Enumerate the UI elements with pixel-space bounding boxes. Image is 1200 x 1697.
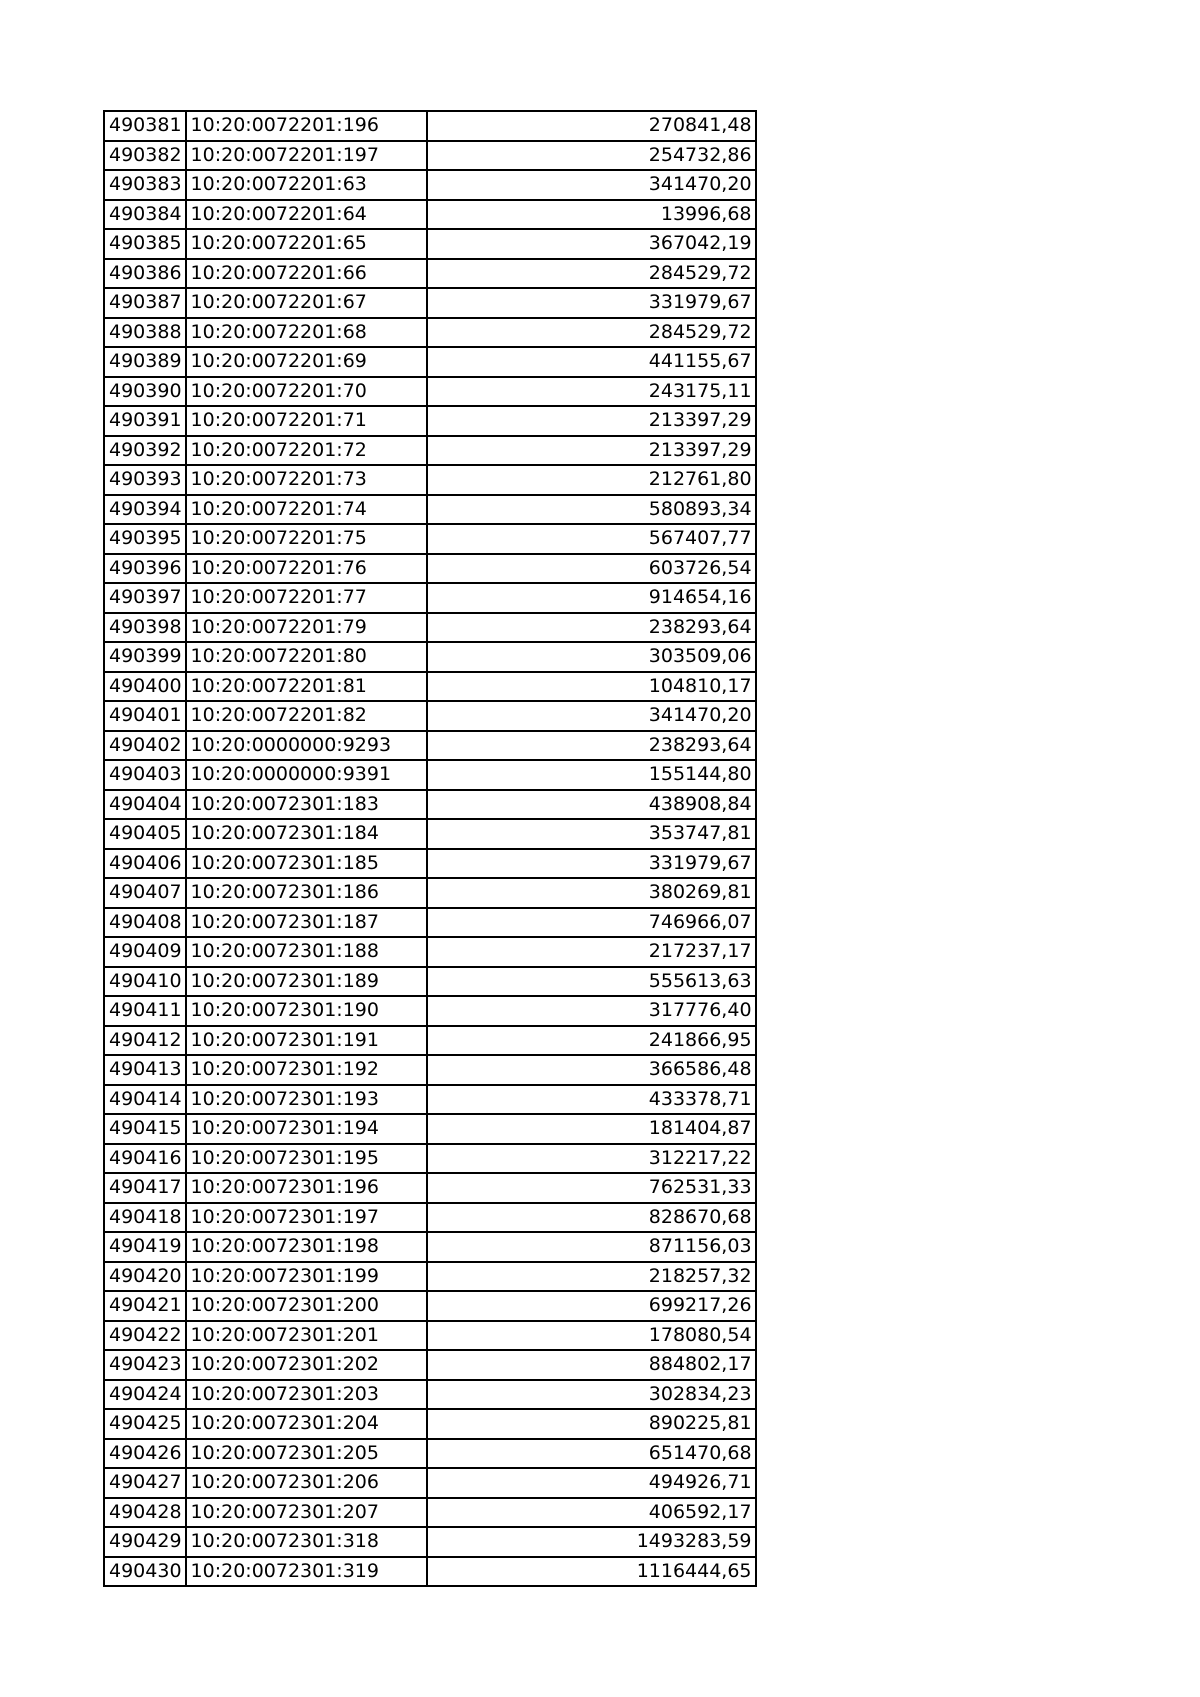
value-cell: 603726,54 xyxy=(427,554,756,584)
table-row xyxy=(104,1350,756,1380)
row-number-cell: 490416 xyxy=(104,1144,186,1174)
row-number-cell: 490412 xyxy=(104,1026,186,1056)
cadastral-number-cell: 10:20:0072201:77 xyxy=(186,583,427,613)
table-row xyxy=(104,1144,756,1174)
cadastral-number-cell: 10:20:0072301:183 xyxy=(186,790,427,820)
cadastral-number-cell: 10:20:0072301:192 xyxy=(186,1055,427,1085)
row-number-cell: 490428 xyxy=(104,1498,186,1528)
value-cell: 155144,80 xyxy=(427,760,756,790)
value-cell: 914654,16 xyxy=(427,583,756,613)
row-number-cell: 490403 xyxy=(104,760,186,790)
value-cell: 890225,81 xyxy=(427,1409,756,1439)
value-cell: 433378,71 xyxy=(427,1085,756,1115)
table-row xyxy=(104,1085,756,1115)
value-cell: 270841,48 xyxy=(427,111,756,141)
value-cell: 699217,26 xyxy=(427,1291,756,1321)
cadastral-number-cell: 10:20:0072301:188 xyxy=(186,937,427,967)
table-row xyxy=(104,731,756,761)
row-number-cell: 490404 xyxy=(104,790,186,820)
table-row xyxy=(104,465,756,495)
cadastral-number-cell: 10:20:0072201:81 xyxy=(186,672,427,702)
cadastral-number-cell: 10:20:0072201:69 xyxy=(186,347,427,377)
cadastral-number-cell: 10:20:0072301:318 xyxy=(186,1527,427,1557)
cadastral-number-cell: 10:20:0072301:195 xyxy=(186,1144,427,1174)
cadastral-number-cell: 10:20:0072201:196 xyxy=(186,111,427,141)
cadastral-number-cell: 10:20:0072301:207 xyxy=(186,1498,427,1528)
row-number-cell: 490389 xyxy=(104,347,186,377)
cadastral-number-cell: 10:20:0072201:66 xyxy=(186,259,427,289)
value-cell: 762531,33 xyxy=(427,1173,756,1203)
table-row xyxy=(104,1527,756,1557)
row-number-cell: 490423 xyxy=(104,1350,186,1380)
row-number-cell: 490387 xyxy=(104,288,186,318)
cadastral-number-cell: 10:20:0072201:70 xyxy=(186,377,427,407)
table-row xyxy=(104,524,756,554)
row-number-cell: 490382 xyxy=(104,141,186,171)
row-number-cell: 490418 xyxy=(104,1203,186,1233)
value-cell: 217237,17 xyxy=(427,937,756,967)
value-cell: 178080,54 xyxy=(427,1321,756,1351)
row-number-cell: 490413 xyxy=(104,1055,186,1085)
value-cell: 213397,29 xyxy=(427,406,756,436)
cadastral-number-cell: 10:20:0072201:67 xyxy=(186,288,427,318)
table-row xyxy=(104,436,756,466)
table-row xyxy=(104,1114,756,1144)
value-cell: 212761,80 xyxy=(427,465,756,495)
cadastral-number-cell: 10:20:0072301:199 xyxy=(186,1262,427,1292)
cadastral-number-cell: 10:20:0072301:203 xyxy=(186,1380,427,1410)
value-cell: 580893,34 xyxy=(427,495,756,525)
cadastral-number-cell: 10:20:0072201:71 xyxy=(186,406,427,436)
cadastral-number-cell: 10:20:0072301:184 xyxy=(186,819,427,849)
table-row xyxy=(104,613,756,643)
value-cell: 746966,07 xyxy=(427,908,756,938)
table-row xyxy=(104,406,756,436)
cadastral-number-cell: 10:20:0000000:9293 xyxy=(186,731,427,761)
cadastral-number-cell: 10:20:0072301:189 xyxy=(186,967,427,997)
value-cell: 241866,95 xyxy=(427,1026,756,1056)
row-number-cell: 490400 xyxy=(104,672,186,702)
value-cell: 302834,23 xyxy=(427,1380,756,1410)
row-number-cell: 490399 xyxy=(104,642,186,672)
row-number-cell: 490429 xyxy=(104,1527,186,1557)
cadastral-number-cell: 10:20:0072201:68 xyxy=(186,318,427,348)
row-number-cell: 490421 xyxy=(104,1291,186,1321)
table-row xyxy=(104,583,756,613)
data-table xyxy=(103,110,757,1587)
cadastral-number-cell: 10:20:0072201:73 xyxy=(186,465,427,495)
cadastral-number-cell: 10:20:0072301:201 xyxy=(186,1321,427,1351)
value-cell: 353747,81 xyxy=(427,819,756,849)
value-cell: 555613,63 xyxy=(427,967,756,997)
cadastral-number-cell: 10:20:0072201:197 xyxy=(186,141,427,171)
table-row xyxy=(104,1232,756,1262)
table-row xyxy=(104,1380,756,1410)
row-number-cell: 490419 xyxy=(104,1232,186,1262)
table-row xyxy=(104,1173,756,1203)
table-row xyxy=(104,347,756,377)
value-cell: 871156,03 xyxy=(427,1232,756,1262)
cadastral-number-cell: 10:20:0072301:185 xyxy=(186,849,427,879)
table-row xyxy=(104,1262,756,1292)
cadastral-number-cell: 10:20:0072301:202 xyxy=(186,1350,427,1380)
row-number-cell: 490385 xyxy=(104,229,186,259)
table-row xyxy=(104,878,756,908)
row-number-cell: 490392 xyxy=(104,436,186,466)
table-row xyxy=(104,200,756,230)
row-number-cell: 490401 xyxy=(104,701,186,731)
cadastral-number-cell: 10:20:0072201:63 xyxy=(186,170,427,200)
row-number-cell: 490409 xyxy=(104,937,186,967)
cadastral-number-cell: 10:20:0072301:191 xyxy=(186,1026,427,1056)
cadastral-number-cell: 10:20:0072201:72 xyxy=(186,436,427,466)
table-row xyxy=(104,937,756,967)
value-cell: 441155,67 xyxy=(427,347,756,377)
value-cell: 567407,77 xyxy=(427,524,756,554)
table-row xyxy=(104,554,756,584)
row-number-cell: 490414 xyxy=(104,1085,186,1115)
table-row xyxy=(104,170,756,200)
cadastral-number-cell: 10:20:0072201:82 xyxy=(186,701,427,731)
value-cell: 366586,48 xyxy=(427,1055,756,1085)
value-cell: 331979,67 xyxy=(427,288,756,318)
row-number-cell: 490406 xyxy=(104,849,186,879)
value-cell: 406592,17 xyxy=(427,1498,756,1528)
value-cell: 317776,40 xyxy=(427,996,756,1026)
table-row xyxy=(104,967,756,997)
value-cell: 438908,84 xyxy=(427,790,756,820)
value-cell: 104810,17 xyxy=(427,672,756,702)
value-cell: 254732,86 xyxy=(427,141,756,171)
row-number-cell: 490398 xyxy=(104,613,186,643)
cadastral-number-cell: 10:20:0072201:79 xyxy=(186,613,427,643)
cadastral-number-cell: 10:20:0072201:64 xyxy=(186,200,427,230)
row-number-cell: 490391 xyxy=(104,406,186,436)
table-row xyxy=(104,849,756,879)
value-cell: 884802,17 xyxy=(427,1350,756,1380)
table-row xyxy=(104,790,756,820)
row-number-cell: 490388 xyxy=(104,318,186,348)
value-cell: 367042,19 xyxy=(427,229,756,259)
value-cell: 13996,68 xyxy=(427,200,756,230)
table-row xyxy=(104,259,756,289)
table-row xyxy=(104,495,756,525)
table-row xyxy=(104,229,756,259)
row-number-cell: 490410 xyxy=(104,967,186,997)
table-row xyxy=(104,1026,756,1056)
table-row xyxy=(104,1203,756,1233)
cadastral-number-cell: 10:20:0072301:186 xyxy=(186,878,427,908)
row-number-cell: 490386 xyxy=(104,259,186,289)
value-cell: 218257,32 xyxy=(427,1262,756,1292)
value-cell: 284529,72 xyxy=(427,318,756,348)
table-row xyxy=(104,701,756,731)
row-number-cell: 490417 xyxy=(104,1173,186,1203)
cadastral-number-cell: 10:20:0072301:190 xyxy=(186,996,427,1026)
value-cell: 1493283,59 xyxy=(427,1527,756,1557)
row-number-cell: 490381 xyxy=(104,111,186,141)
row-number-cell: 490395 xyxy=(104,524,186,554)
row-number-cell: 490424 xyxy=(104,1380,186,1410)
table-row xyxy=(104,1321,756,1351)
cadastral-number-cell: 10:20:0072301:187 xyxy=(186,908,427,938)
cadastral-number-cell: 10:20:0072301:206 xyxy=(186,1468,427,1498)
row-number-cell: 490415 xyxy=(104,1114,186,1144)
value-cell: 243175,11 xyxy=(427,377,756,407)
value-cell: 238293,64 xyxy=(427,731,756,761)
table-row xyxy=(104,377,756,407)
row-number-cell: 490408 xyxy=(104,908,186,938)
table-row xyxy=(104,1498,756,1528)
value-cell: 312217,22 xyxy=(427,1144,756,1174)
table-row xyxy=(104,1439,756,1469)
row-number-cell: 490396 xyxy=(104,554,186,584)
cadastral-number-cell: 10:20:0072301:198 xyxy=(186,1232,427,1262)
table-row xyxy=(104,288,756,318)
value-cell: 284529,72 xyxy=(427,259,756,289)
value-cell: 238293,64 xyxy=(427,613,756,643)
row-number-cell: 490384 xyxy=(104,200,186,230)
value-cell: 1116444,65 xyxy=(427,1557,756,1587)
cadastral-number-cell: 10:20:0072301:197 xyxy=(186,1203,427,1233)
row-number-cell: 490422 xyxy=(104,1321,186,1351)
table-row xyxy=(104,111,756,141)
cadastral-number-cell: 10:20:0072301:200 xyxy=(186,1291,427,1321)
cadastral-number-cell: 10:20:0072301:204 xyxy=(186,1409,427,1439)
value-cell: 303509,06 xyxy=(427,642,756,672)
row-number-cell: 490420 xyxy=(104,1262,186,1292)
value-cell: 331979,67 xyxy=(427,849,756,879)
cadastral-number-cell: 10:20:0072301:194 xyxy=(186,1114,427,1144)
row-number-cell: 490393 xyxy=(104,465,186,495)
value-cell: 380269,81 xyxy=(427,878,756,908)
row-number-cell: 490390 xyxy=(104,377,186,407)
row-number-cell: 490383 xyxy=(104,170,186,200)
table-row xyxy=(104,908,756,938)
table-row xyxy=(104,1468,756,1498)
table-row xyxy=(104,642,756,672)
row-number-cell: 490411 xyxy=(104,996,186,1026)
value-cell: 341470,20 xyxy=(427,170,756,200)
cadastral-number-cell: 10:20:0072301:193 xyxy=(186,1085,427,1115)
cadastral-number-cell: 10:20:0072201:65 xyxy=(186,229,427,259)
row-number-cell: 490405 xyxy=(104,819,186,849)
cadastral-number-cell: 10:20:0072301:205 xyxy=(186,1439,427,1469)
cadastral-number-cell: 10:20:0072301:196 xyxy=(186,1173,427,1203)
value-cell: 828670,68 xyxy=(427,1203,756,1233)
table-body xyxy=(104,111,756,1586)
row-number-cell: 490427 xyxy=(104,1468,186,1498)
cadastral-number-cell: 10:20:0072201:75 xyxy=(186,524,427,554)
table-row xyxy=(104,318,756,348)
table-row xyxy=(104,996,756,1026)
row-number-cell: 490407 xyxy=(104,878,186,908)
value-cell: 651470,68 xyxy=(427,1439,756,1469)
table-row xyxy=(104,760,756,790)
row-number-cell: 490394 xyxy=(104,495,186,525)
table-row xyxy=(104,1557,756,1587)
value-cell: 213397,29 xyxy=(427,436,756,466)
row-number-cell: 490426 xyxy=(104,1439,186,1469)
cadastral-number-cell: 10:20:0072301:319 xyxy=(186,1557,427,1587)
value-cell: 494926,71 xyxy=(427,1468,756,1498)
row-number-cell: 490430 xyxy=(104,1557,186,1587)
table-row xyxy=(104,1291,756,1321)
row-number-cell: 490402 xyxy=(104,731,186,761)
row-number-cell: 490425 xyxy=(104,1409,186,1439)
table-row xyxy=(104,1055,756,1085)
cadastral-number-cell: 10:20:0000000:9391 xyxy=(186,760,427,790)
cadastral-number-cell: 10:20:0072201:80 xyxy=(186,642,427,672)
row-number-cell: 490397 xyxy=(104,583,186,613)
table-row xyxy=(104,672,756,702)
cadastral-number-cell: 10:20:0072201:76 xyxy=(186,554,427,584)
table-row xyxy=(104,819,756,849)
value-cell: 341470,20 xyxy=(427,701,756,731)
value-cell: 181404,87 xyxy=(427,1114,756,1144)
cadastral-number-cell: 10:20:0072201:74 xyxy=(186,495,427,525)
table-row xyxy=(104,1409,756,1439)
table-row xyxy=(104,141,756,171)
